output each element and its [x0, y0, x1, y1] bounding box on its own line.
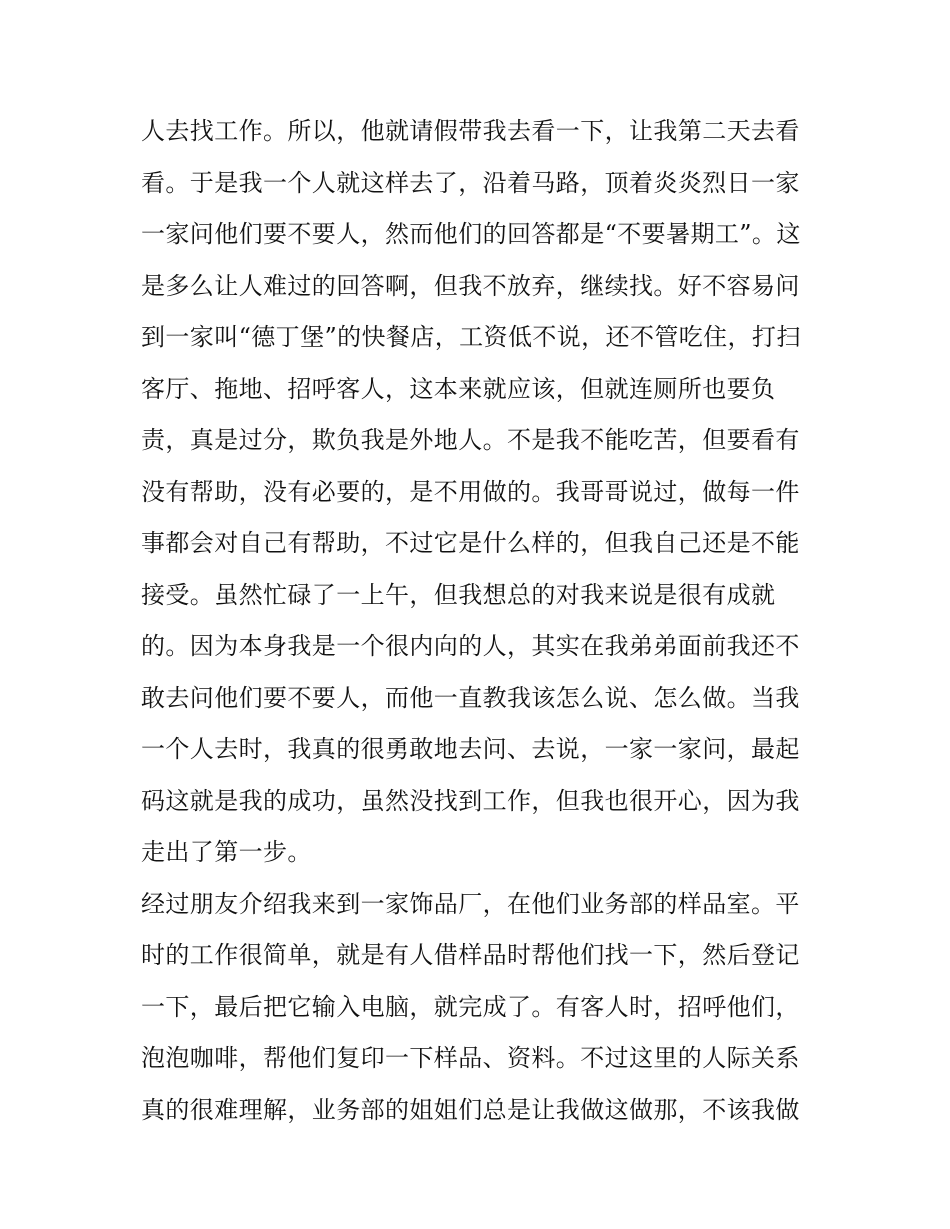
text-line: 时的工作很简单，就是有人借样品时帮他们找一下，然后登记 — [141, 941, 800, 969]
text-line: 到一家叫“德丁堡”的快餐店，工资低不说，还不管吃住，打扫 — [141, 323, 801, 351]
body-text — [141, 106, 821, 1136]
text-line: 真的很难理解，业务部的姐姐们总是让我做这做那，不该我做 — [141, 1095, 800, 1124]
text-line: 走出了第一步。 — [141, 838, 312, 866]
text-line: 没有帮助，没有必要的，是不用做的。我哥哥说过，做每一件 — [141, 477, 800, 506]
text-line: 是多么让人难过的回答啊，但我不放弃，继续找。好不容易问 — [141, 271, 800, 300]
text-line: 看。于是我一个人就这样去了，沿着马路，顶着炎炎烈日一家 — [141, 168, 800, 197]
text-line: 客厅、拖地、招呼客人，这本来就应该，但就连厕所也要负 — [141, 374, 776, 403]
text-line: 的。因为本身我是一个很内向的人，其实在我弟弟面前我还不 — [141, 632, 800, 660]
text-line: 责，真是过分，欺负我是外地人。不是我不能吃苦，但要看有 — [141, 426, 800, 454]
text-line: 一下，最后把它输入电脑，就完成了。有客人时，招呼他们， — [141, 992, 800, 1021]
text-line: 一家问他们要不要人，然而他们的回答都是“不要暑期工”。这 — [141, 220, 801, 248]
text-line: 经过朋友介绍我来到一家饰品厂，在他们业务部的样品室。平 — [141, 889, 800, 918]
text-line: 泡泡咖啡，帮他们复印一下样品、资料。不过这里的人际关系 — [141, 1044, 800, 1072]
text-line: 接受。虽然忙碌了一上午，但我想总的对我来说是很有成就 — [141, 580, 776, 609]
text-line: 人去找工作。所以，他就请假带我去看一下，让我第二天去看 — [141, 117, 800, 145]
text-line: 事都会对自己有帮助，不过它是什么样的，但我自己还是不能 — [141, 529, 800, 557]
text-line: 敢去问他们要不要人，而他一直教我该怎么说、怎么做。当我 — [141, 683, 800, 712]
text-line: 一个人去时，我真的很勇敢地去问、去说，一家一家问，最起 — [141, 735, 800, 763]
text-line: 码这就是我的成功，虽然没找到工作，但我也很开心，因为我 — [141, 786, 800, 815]
